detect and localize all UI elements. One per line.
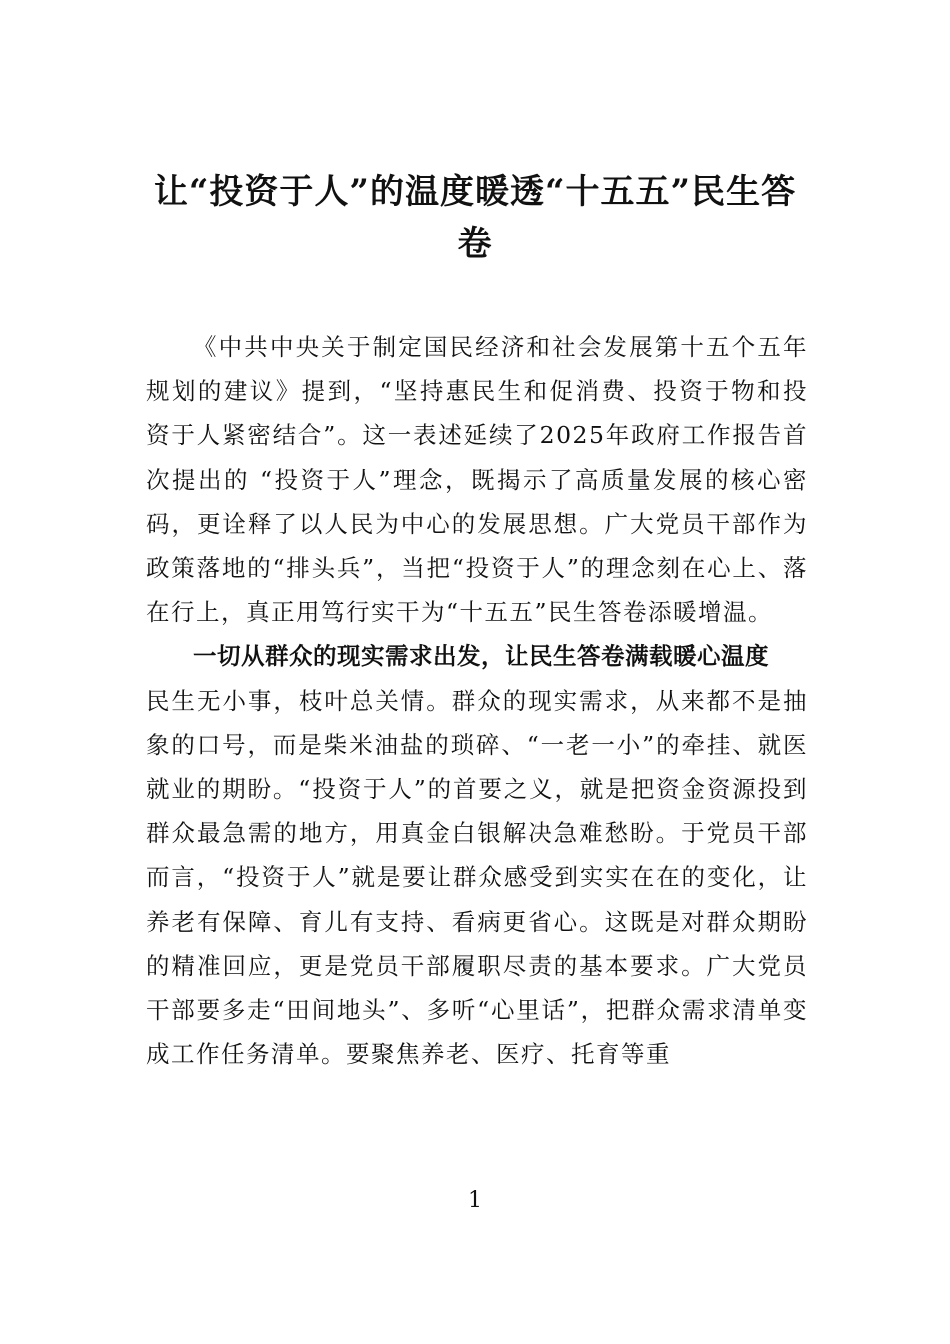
document-title: 让“投资于人”的温度暖透“十五五”民生答卷 (153, 172, 797, 264)
intro-paragraph: 《中共中央关于制定国民经济和社会发展第十五个五年规划的建议》提到，“坚持惠民生和促消费、投资于物和投资于人紧密结合”。这一表述延续了2025年政府工作报告首次提出的 “投资于人”理念，既揭示了高质量发展的核心密码，更诠释了以人民为中心的发展思想。广大党员干部作为政策落地的“排头兵”，当把“投资于人”的理念刻在心上、落在行上，真正用笃行实干为“十五五”民生答卷添暖增温。 (146, 333, 808, 627)
page-number: 1 (468, 1188, 482, 1213)
section-heading: 一切从群众的现实需求出发，让民生答卷满载暖心温度 (193, 642, 769, 671)
document-body (146, 325, 808, 1076)
section-paragraph: 民生无小事，枝叶总关情。群众的现实需求，从来都不是抽象的口号，而是柴米油盐的琐碎、“一老一小”的牵挂、就医就业的期盼。“投资于人”的首要之义，就是把资金资源投到群众最急需的地方，用真金白银解决急难愁盼。于党员干部而言，“投资于人”就是要让群众感受到实实在在的变化，让养老有保障、育儿有支持、看病更省心。这既是对群众期盼的精准回应，更是党员干部履职尽责的基本要求。广大党员干部要多走“田间地头”、多听“心里话”，把群众需求清单变成工作任务清单。要聚焦养老、医疗、托育等重 (146, 686, 808, 1069)
